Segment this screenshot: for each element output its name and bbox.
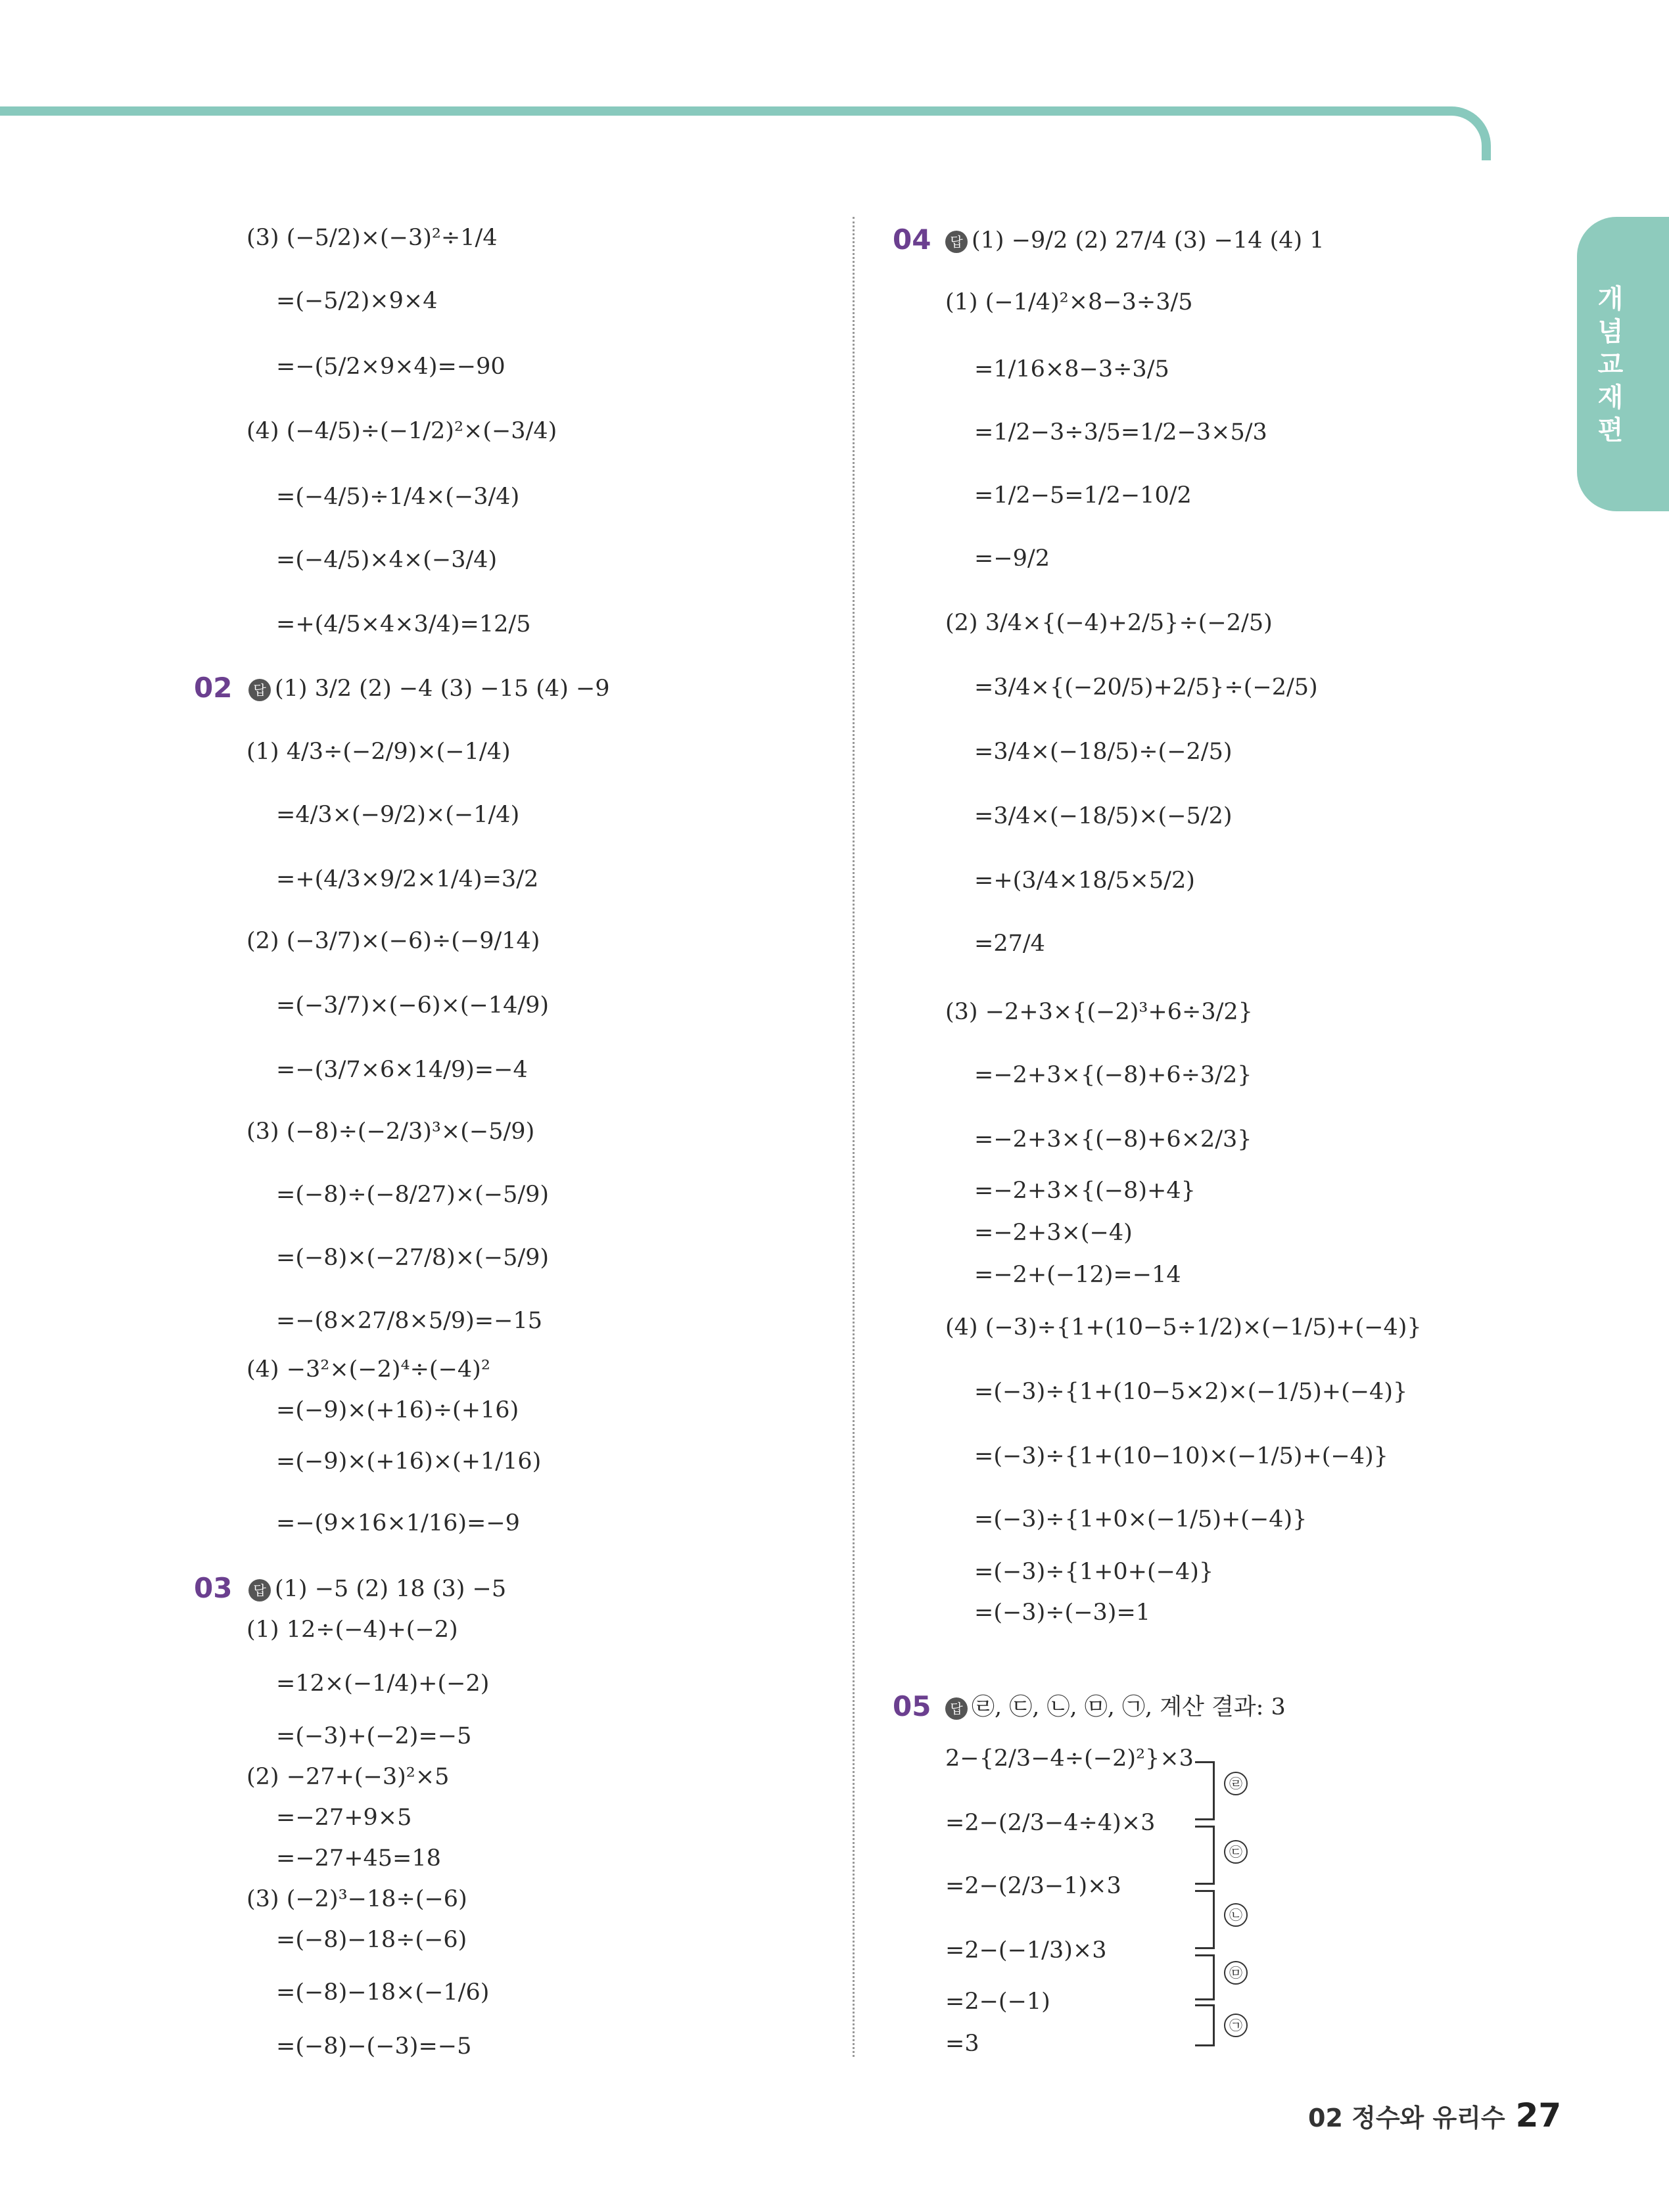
math-line: =27/4 [974, 931, 1045, 957]
answer-text: (1) 3/2 (2) −4 (3) −15 (4) −9 [275, 676, 610, 702]
step-mark: ㉠ [1224, 2014, 1248, 2037]
answer-badge-icon: 답 [945, 1697, 968, 1720]
math-line: =3/4×(−18/5)÷(−2/5) [974, 739, 1233, 765]
math-line: =3/4×(−18/5)×(−5/2) [974, 803, 1233, 829]
math-line: =(−3)÷(−3)=1 [974, 1600, 1151, 1626]
math-line: =(−9)×(+16)×(+1/16) [276, 1448, 542, 1475]
math-line: (2) (−3/7)×(−6)÷(−9/14) [247, 928, 540, 954]
math-line: =−2+3×{(−8)+6×2/3} [974, 1126, 1252, 1153]
math-line: =(−8)×(−27/8)×(−5/9) [276, 1245, 550, 1271]
math-line: (1) (−1/4)²×8−3÷3/5 [945, 289, 1193, 315]
math-line: (3) (−8)÷(−2/3)³×(−5/9) [247, 1118, 535, 1145]
math-line: =−9/2 [974, 545, 1050, 572]
step-bracket [1195, 1826, 1215, 1885]
math-line: =−27+9×5 [276, 1805, 412, 1831]
math-line: =(−3/7)×(−6)×(−14/9) [276, 992, 550, 1019]
math-line: =+(4/5×4×3/4)=12/5 [276, 611, 531, 637]
math-line: =(−8)−(−3)=−5 [276, 2033, 472, 2060]
math-line: (2) 3/4×{(−4)+2/5}÷(−2/5) [945, 610, 1273, 636]
problem-number: 02 [194, 672, 233, 704]
step-bracket [1195, 1890, 1215, 1949]
answer-line [945, 226, 1325, 255]
problem-number: 04 [893, 223, 931, 256]
math-line: =2−(2/3−4÷4)×3 [945, 1810, 1156, 1836]
math-line: =−27+45=18 [276, 1845, 441, 1872]
answer-badge-icon: 답 [248, 1579, 271, 1601]
column-divider [853, 217, 855, 2057]
math-line: =12×(−1/4)+(−2) [276, 1671, 490, 1697]
math-line: =−(8×27/8×5/9)=−15 [276, 1308, 542, 1334]
math-line: =(−9)×(+16)÷(+16) [276, 1397, 519, 1423]
math-line: =−(5/2×9×4)=−90 [276, 354, 505, 380]
answer-text: ㉣, ㉢, ㉡, ㉤, ㉠, 계산 결과: 3 [972, 1694, 1286, 1720]
page-footer [1308, 2096, 1561, 2134]
math-line: =3 [945, 2031, 979, 2057]
math-line: =−2+3×{(−8)+6÷3/2} [974, 1062, 1252, 1088]
math-line: =−2+3×(−4) [974, 1220, 1133, 1246]
step-mark: ㉣ [1224, 1772, 1248, 1795]
answer-badge-icon: 답 [248, 679, 271, 701]
math-line: =(−3)+(−2)=−5 [276, 1723, 472, 1749]
math-line: (3) −2+3×{(−2)³+6÷3/2} [945, 999, 1253, 1025]
math-line: (1) 4/3÷(−2/9)×(−1/4) [247, 739, 511, 765]
answer-badge-icon: 답 [945, 231, 968, 253]
math-line: =2−(−1/3)×3 [945, 1937, 1107, 1964]
step-mark: ㉢ [1224, 1840, 1248, 1864]
math-line: =1/2−3÷3/5=1/2−3×5/3 [974, 419, 1267, 446]
answer-line [248, 1575, 506, 1603]
math-line: =(−8)−18÷(−6) [276, 1927, 467, 1953]
math-line: (4) −3²×(−2)⁴÷(−4)² [247, 1356, 490, 1383]
math-line: =+(3/4×18/5×5/2) [974, 867, 1195, 894]
problem-number: 03 [194, 1572, 233, 1604]
math-line: =(−8)−18×(−1/6) [276, 1979, 490, 2006]
side-tab-label: 개념교재편 [1597, 284, 1624, 446]
math-line: =2−(2/3−1)×3 [945, 1873, 1121, 1899]
step-mark: ㉤ [1224, 1961, 1248, 1985]
math-line: 2−{2/3−4÷(−2)²}×3 [945, 1745, 1194, 1772]
step-bracket [1195, 1761, 1215, 1820]
math-line: (4) (−4/5)÷(−1/2)²×(−3/4) [247, 418, 557, 444]
math-line: =(−3)÷{1+0×(−1/5)+(−4)} [974, 1506, 1307, 1532]
math-line: =(−4/5)×4×(−3/4) [276, 547, 498, 573]
step-mark: ㉡ [1224, 1903, 1248, 1927]
math-line: (1) 12÷(−4)+(−2) [247, 1617, 458, 1643]
answer-text: (1) −5 (2) 18 (3) −5 [275, 1576, 507, 1602]
chapter-title: 02 정수와 유리수 [1308, 2104, 1505, 2132]
header-band [0, 106, 1491, 160]
math-line: =4/3×(−9/2)×(−1/4) [276, 802, 520, 828]
math-line: =(−4/5)÷1/4×(−3/4) [276, 484, 520, 510]
math-line: =1/16×8−3÷3/5 [974, 356, 1169, 382]
math-line: =−2+(−12)=−14 [974, 1262, 1181, 1288]
math-line: =3/4×{(−20/5)+2/5}÷(−2/5) [974, 674, 1318, 701]
answer-text: (1) −9/2 (2) 27/4 (3) −14 (4) 1 [972, 227, 1325, 254]
math-line: =−2+3×{(−8)+4} [974, 1178, 1196, 1204]
math-line: (3) (−2)³−18÷(−6) [247, 1886, 467, 1912]
step-bracket [1195, 2004, 1215, 2046]
page-number: 27 [1515, 2096, 1562, 2134]
math-line: (3) (−5/2)×(−3)²÷1/4 [247, 225, 498, 251]
problem-number: 05 [893, 1690, 931, 1722]
math-line: =(−3)÷{1+(10−10)×(−1/5)+(−4)} [974, 1443, 1388, 1469]
math-line: =−(3/7×6×14/9)=−4 [276, 1057, 528, 1083]
math-line: =(−3)÷{1+(10−5×2)×(−1/5)+(−4)} [974, 1379, 1408, 1405]
math-line: =(−8)÷(−8/27)×(−5/9) [276, 1182, 550, 1208]
step-bracket [1195, 1954, 1215, 2000]
math-line: =1/2−5=1/2−10/2 [974, 482, 1192, 509]
math-line: (4) (−3)÷{1+(10−5÷1/2)×(−1/5)+(−4)} [945, 1314, 1422, 1341]
math-line: (2) −27+(−3)²×5 [247, 1764, 450, 1790]
answer-line [248, 674, 610, 703]
math-line: =(−3)÷{1+0+(−4)} [974, 1559, 1214, 1585]
math-line: =+(4/3×9/2×1/4)=3/2 [276, 866, 539, 892]
math-line: =−(9×16×1/16)=−9 [276, 1510, 520, 1536]
math-line: =(−5/2)×9×4 [276, 288, 438, 314]
answer-line [945, 1693, 1286, 1722]
math-line: =2−(−1) [945, 1989, 1050, 2015]
